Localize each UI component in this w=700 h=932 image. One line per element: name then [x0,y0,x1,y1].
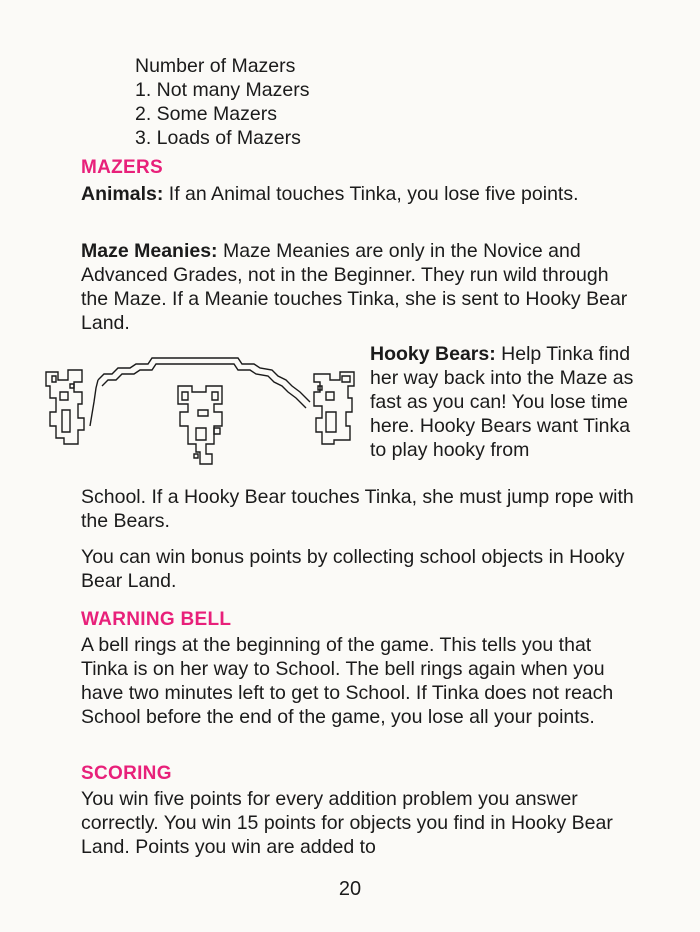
hooky-bear-land-illustration [38,352,360,480]
mazers-heading: MAZERS [81,157,164,178]
hooky-bears-paragraph [370,342,640,462]
warning-bell-heading: WARNING BELL [81,609,232,630]
hooky-bears-label: Hooky Bears: [370,343,496,365]
animals-paragraph [81,182,641,206]
hooky-bears-text: Help Tinka find her way back into the Maze as fast as you can! You lose time here. Hooky Bears want Tinka to play hooky from [370,343,634,461]
scoring-paragraph: You win five points for every addition problem you answer correctly. You win 15 points for objects you find in Hooky Bear Land. Points you win are added to [81,788,613,858]
meanies-paragraph [81,239,641,335]
mazer-option-1: 1. Not many Mazers [135,79,310,101]
bonus-points-paragraph: You can win bonus points by collecting school objects in Hooky Bear Land. [81,546,625,592]
warning-bell-paragraph: A bell rings at the beginning of the game. This tells you that Tinka is on her way to School. The bell rings again when you have two minutes left to get to School. If Tinka does not reach School before the end of the game, you lose all your points. [81,634,614,728]
animals-text: If an Animal touches Tinka, you lose five points. [163,183,579,205]
animals-label: Animals: [81,183,164,205]
mazer-list-title: Number of Mazers [135,55,296,77]
meanies-label: Maze Meanies: [81,240,218,262]
hooky-bears-continuation: School. If a Hooky Bear touches Tinka, she must jump rope with the Bears. [81,486,634,532]
mazer-count-list [135,54,309,150]
meanies-text: Maze Meanies are only in the Novice and Advanced Grades, not in the Beginner. They run wild through the Maze. If a Meanie touches Tinka, she is sent to Hooky Bear Land. [81,240,628,334]
page-number: 20 [338,878,362,900]
mazer-option-3: 3. Loads of Mazers [135,127,301,149]
mazer-option-2: 2. Some Mazers [135,103,277,125]
scoring-heading: SCORING [81,763,172,784]
